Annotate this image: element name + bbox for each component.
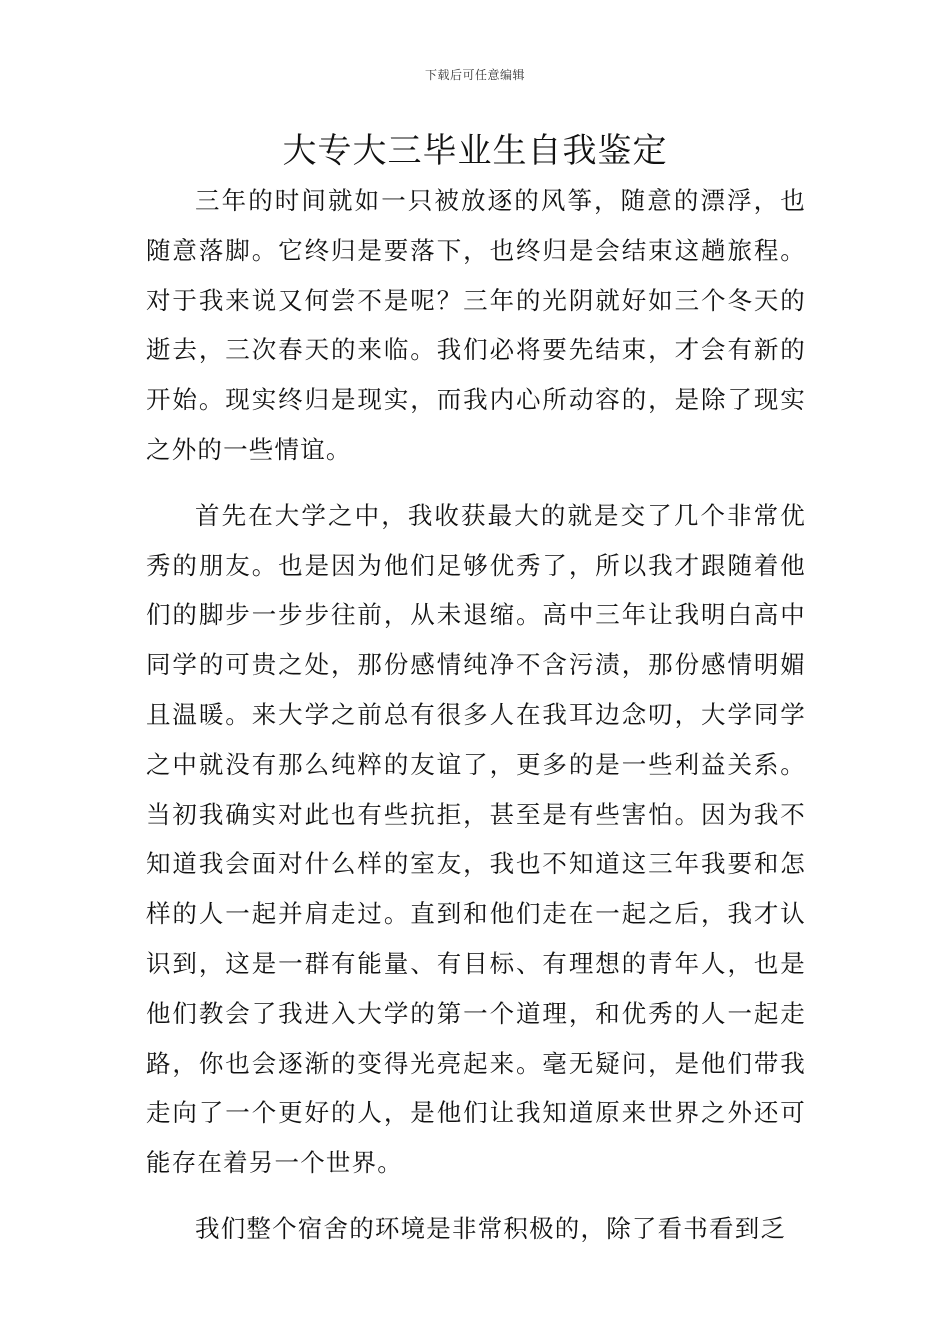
document-title: 大专大三毕业生自我鉴定	[282, 131, 668, 171]
paragraph-3: 我们整个宿舍的环境是非常积极的，除了看书看到乏	[195, 1213, 787, 1243]
document-body	[146, 176, 806, 1270]
paragraph-1: 三年的时间就如一只被放逐的风筝，随意的漂浮，也随意落脚。它终归是要落下，也终归是会结束这趟旅程。对于我来说又何尝不是呢？三年的光阴就好如三个冬天的逝去，三次春天的来临。我们必将要先结束，才会有新的开始。现实终归是现实，而我内心所动容的，是除了现实之外的一些情谊。	[146, 186, 806, 464]
paragraph-2: 首先在大学之中，我收获最大的就是交了几个非常优秀的朋友。也是因为他们足够优秀了，所以我才跟随着他们的脚步一步步往前，从未退缩。高中三年让我明白高中同学的可贵之处，那份感情纯净不含污渍，那份感情明媚且温暖。来大学之前总有很多人在我耳边念叨，大学同学之中就没有那么纯粹的友谊了，更多的是一些利益关系。当初我确实对此也有些抗拒，甚至是有些害怕。因为我不知道我会面对什么样的室友，我也不知道这三年我要和怎样的人一起并肩走过。直到和他们走在一起之后，我才认识到，这是一群有能量、有目标、有理想的青年人，也是他们教会了我进入大学的第一个道理，和优秀的人一起走路，你也会逐渐的变得光亮起来。毫无疑问，是他们带我走向了一个更好的人，是他们让我知道原来世界之外还可能存在着另一个世界。	[146, 500, 806, 1178]
header-note: 下载后可任意编辑	[424, 68, 525, 82]
